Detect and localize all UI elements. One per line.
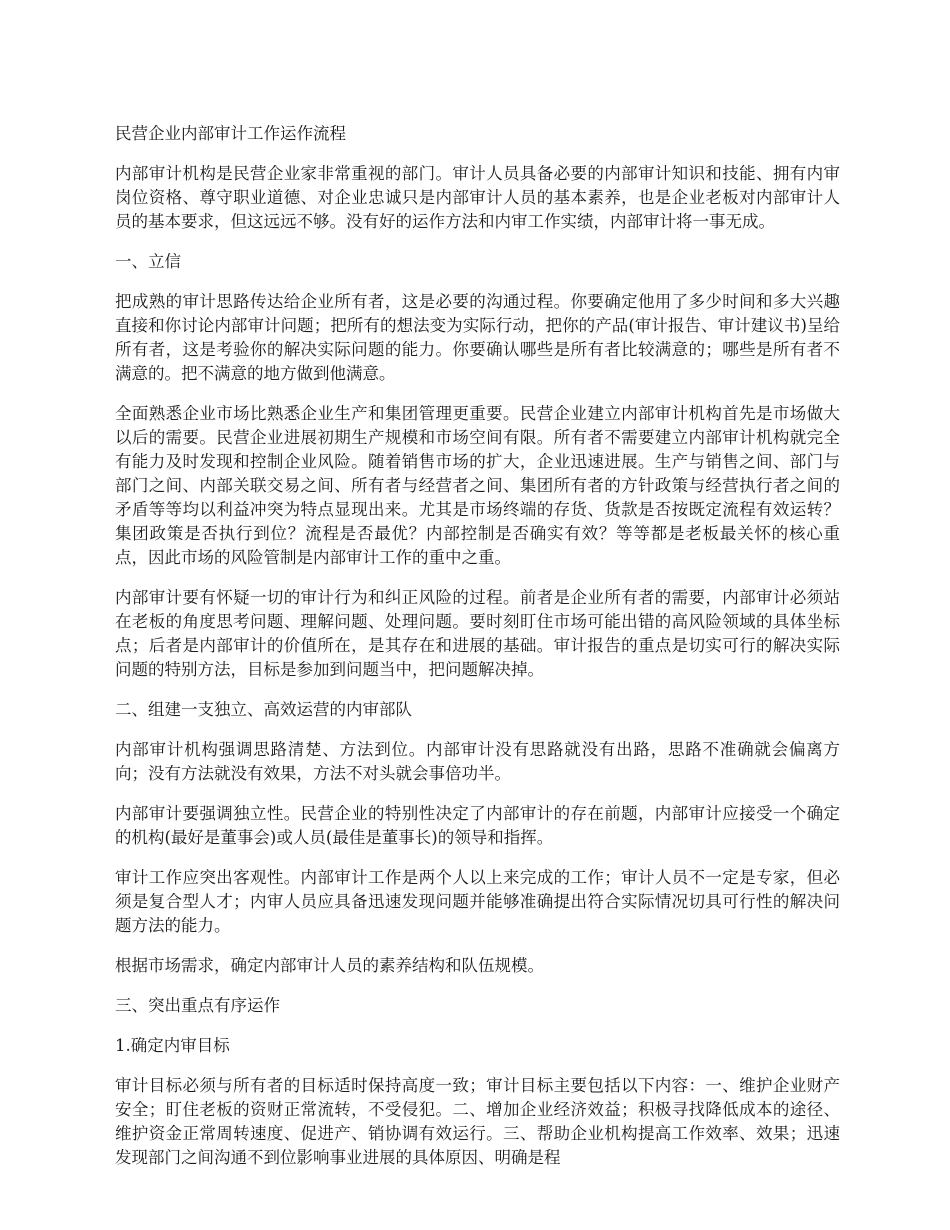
section-heading-1: 一、立信	[115, 252, 181, 271]
paragraph: 内部审计要强调独立性。民营企业的特别性决定了内部审计的存在前题，内部审计应接受一个确定的机构(最好是董事会)或人员(最佳是董事长)的领导和指挥。	[115, 804, 840, 847]
paragraph: 审计目标必须与所有者的目标适时保持高度一致；审计目标主要包括以下内容：一、维护企业财产安全；盯住老板的资财正常流转，不受侵犯。二、增加企业经济效益；积极寻找降低成本的途径、维护资金正常周转速度、促进产、销协调有效运行。三、帮助企业机构提高工作效率、效果；迅速发现部门之间沟通不到位影响事业进展的具体原因、明确是程	[115, 1076, 840, 1167]
paragraph: 全面熟悉企业市场比熟悉企业生产和集团管理更重要。民营企业建立内部审计机构首先是市场做大以后的需要。民营企业进展初期生产规模和市场空间有限。所有者不需要建立内部审计机构就完全有能力及时发现和控制企业风险。随着销售市场的扩大，企业迅速进展。生产与销售之间、部门与部门之间、内部关联交易之间、所有者与经营者之间、集团所有者的方针政策与经营执行者之间的矛盾等等均以利益冲突为特点显现出来。尤其是市场终端的存货、货款是否按既定流程有效运转？集团政策是否执行到位？流程是否最优？内部控制是否确实有效？等等都是老板最关怀的核心重点，因此市场的风险管制是内部审计工作的重中之重。	[115, 404, 840, 567]
paragraph: 内部审计要有怀疑一切的审计行为和纠正风险的过程。前者是企业所有者的需要，内部审计必须站在老板的角度思考问题、理解问题、处理问题。要时刻盯住市场可能出错的高风险领域的具体坐标点；后者是内部审计的价值所在，是其存在和进展的基础。审计报告的重点是切实可行的解决实际问题的特别方法，目标是参加到问题当中，把问题解决掉。	[115, 588, 840, 679]
paragraph: 内部审计机构强调思路清楚、方法到位。内部审计没有思路就没有出路，思路不准确就会偏离方向；没有方法就没有效果，方法不对头就会事倍功半。	[115, 740, 840, 783]
document-page	[115, 122, 840, 1186]
subsection-heading: 1.确定内审目标	[115, 1036, 230, 1055]
section-heading-2: 二、组建一支独立、高效运营的内审部队	[115, 700, 412, 719]
paragraph: 把成熟的审计思路传达给企业所有者，这是必要的沟通过程。你要确定他用了多少时间和多大兴趣直接和你讨论内部审计问题；把所有的想法变为实际行动，把你的产品(审计报告、审计建议书)呈给所有者，这是考验你的解决实际问题的能力。你要确认哪些是所有者比较满意的；哪些是所有者不满意的。把不满意的地方做到他满意。	[115, 292, 840, 383]
document-title: 民营企业内部审计工作运作流程	[115, 124, 346, 143]
section-heading-3: 三、突出重点有序运作	[115, 996, 280, 1015]
paragraph-intro: 内部审计机构是民营企业家非常重视的部门。审计人员具备必要的内部审计知识和技能、拥有内审岗位资格、尊守职业道德、对企业忠诚只是内部审计人员的基本素养，也是企业老板对内部审计人员的基本要求，但这远远不够。没有好的运作方法和内审工作实绩，内部审计将一事无成。	[115, 164, 840, 231]
paragraph: 审计工作应突出客观性。内部审计工作是两个人以上来完成的工作；审计人员不一定是专家，但必须是复合型人才；内审人员应具备迅速发现问题并能够准确提出符合实际情况切具可行性的解决问题方法的能力。	[115, 868, 840, 935]
paragraph: 根据市场需求，确定内部审计人员的素养结构和队伍规模。	[115, 956, 544, 975]
